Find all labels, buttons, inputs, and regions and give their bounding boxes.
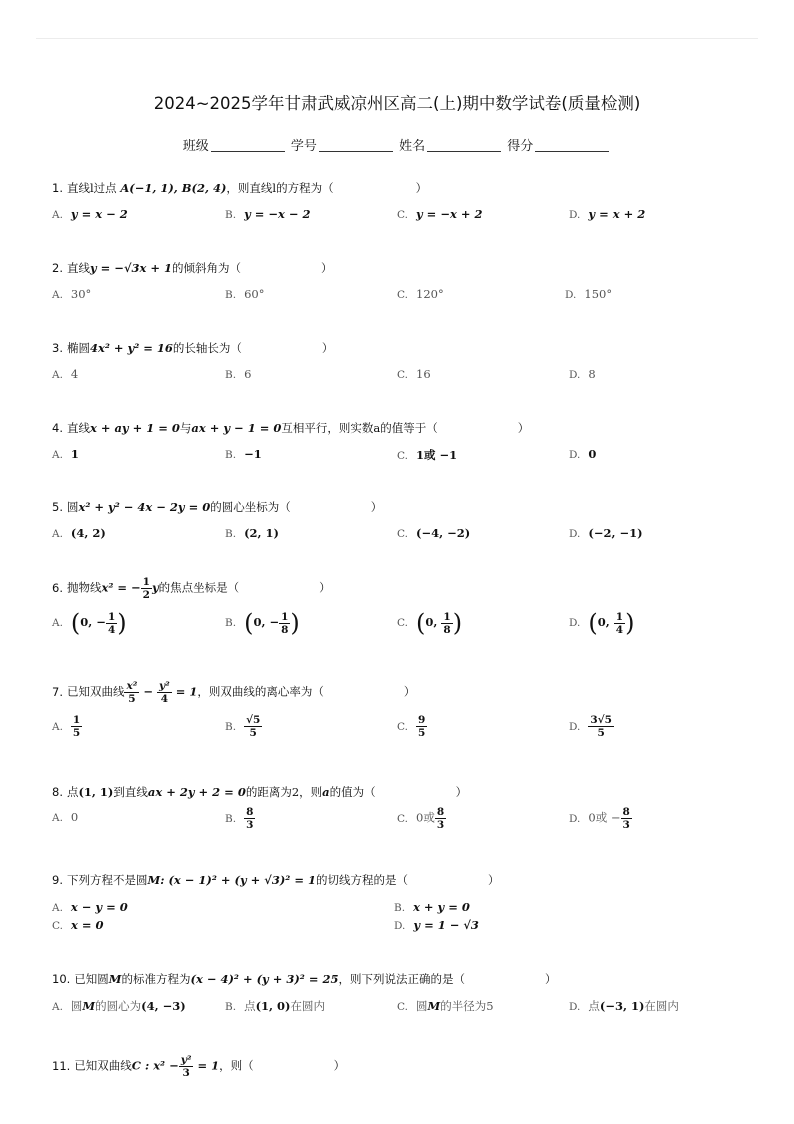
question-paren: ） xyxy=(545,972,557,986)
option-c[interactable]: C. x = 0 xyxy=(52,918,104,932)
option-c[interactable]: C. (0, $\frac{1}{8}$ ) xyxy=(397,609,463,637)
option-d[interactable]: D. (−2, −1) xyxy=(569,526,643,540)
option-c[interactable]: C. 1或 −1 xyxy=(397,448,458,462)
question-text: 点 xyxy=(66,785,79,799)
option-c[interactable]: C. 120° xyxy=(397,287,444,301)
question-number: 11. xyxy=(52,1058,71,1073)
class-label: 班级 xyxy=(182,139,209,154)
question-math: M: (x − 1)² + (y + √3)² = 1 xyxy=(147,873,316,887)
question-text: 直线 xyxy=(66,261,90,275)
option-c[interactable]: C. $\frac{9}{5}$ xyxy=(397,714,426,739)
question-text: 已知双曲线 xyxy=(66,684,125,699)
question-number: 1. xyxy=(52,181,63,195)
option-c[interactable]: C. 16 xyxy=(397,367,431,381)
question-text: 到直线 xyxy=(113,785,148,799)
question-4 xyxy=(52,420,529,436)
question-paren: ） xyxy=(321,261,333,275)
option-b[interactable]: B. 6 xyxy=(225,367,252,381)
question-text: ，则直线l的方程为（ xyxy=(226,181,334,195)
question-number: 8. xyxy=(52,785,63,799)
option-a[interactable]: A. 30° xyxy=(52,287,92,301)
question-8: 8. 点(1, 1)到直线ax + 2y + 2 = 0的距离为2，则a的值为（ ） xyxy=(52,785,468,799)
question-paren: ） xyxy=(370,500,383,514)
question-math: x + ay + 1 = 0 xyxy=(89,421,180,435)
option-a[interactable]: A. 0 xyxy=(52,810,79,824)
question-2 xyxy=(52,260,333,276)
option-d[interactable]: D. $\frac{3√5}{5}$ xyxy=(569,714,612,739)
option-c[interactable]: C. y = −x + 2 xyxy=(397,207,483,221)
question-text: ，则下列说法正确的是（ xyxy=(338,972,465,986)
option-a[interactable]: A. 圆M的圆心为(4, −3) xyxy=(52,999,186,1013)
question-number: 6. xyxy=(52,580,63,595)
option-b[interactable]: B. −1 xyxy=(225,447,262,461)
question-text: 圆 xyxy=(66,500,79,514)
name-label: 姓名 xyxy=(399,139,426,154)
question-text: 与 xyxy=(179,421,192,435)
question-paren: ） xyxy=(319,580,331,595)
question-text: 直线l过点 xyxy=(66,181,117,195)
option-b[interactable]: B. (2, 1) xyxy=(225,526,279,540)
score-blank[interactable] xyxy=(535,137,609,152)
question-text: ，则（ xyxy=(219,1058,254,1073)
option-a[interactable]: A. $\frac{1}{5}$ xyxy=(52,714,81,739)
option-b[interactable]: B. (0, − $\frac{1}{8}$ ) xyxy=(225,609,300,637)
option-a[interactable]: A. 1 xyxy=(52,447,79,461)
option-b[interactable]: B. 60° xyxy=(225,287,265,301)
question-math: x² + y² − 4x − 2y = 0 xyxy=(78,500,211,514)
question-paren: ） xyxy=(487,873,500,887)
question-math: (1, 1) xyxy=(78,785,114,799)
option-a[interactable]: A. (0, − $\frac{1}{4}$ ) xyxy=(52,609,127,637)
page-title: 2024~2025学年甘肃武威凉州区高二(上)期中数学试卷(质量检测) xyxy=(153,94,641,113)
option-d[interactable]: D. y = x + 2 xyxy=(569,207,646,221)
question-text: 的切线方程的是（ xyxy=(315,873,408,887)
name-blank[interactable] xyxy=(427,137,501,152)
option-b[interactable]: B. 点(1, 0)在圆内 xyxy=(225,999,325,1013)
option-b[interactable]: B. x + y = 0 xyxy=(394,900,470,914)
question-text: 已知圆 xyxy=(74,972,109,986)
question-math: M xyxy=(108,972,122,986)
question-fraction: $\frac{\text{y²}}{4}$ xyxy=(159,680,170,705)
option-b[interactable]: B. $\frac{8}{3}$ xyxy=(225,806,254,831)
question-3 xyxy=(52,340,333,356)
question-math: x² = − xyxy=(101,580,141,595)
option-d[interactable]: D. 0 xyxy=(569,447,597,461)
question-paren: ） xyxy=(415,181,428,195)
question-10 xyxy=(52,971,557,987)
question-number: 2. xyxy=(52,261,63,275)
question-text: 下列方程不是圆 xyxy=(66,873,148,887)
option-a[interactable]: A. y = x − 2 xyxy=(52,207,128,221)
question-paren: ） xyxy=(517,421,530,435)
class-blank[interactable] xyxy=(211,137,285,152)
question-paren: ） xyxy=(321,341,334,355)
question-text: 的倾斜角为（ xyxy=(172,261,242,275)
option-d[interactable]: D. y = 1 − √3 xyxy=(394,918,479,932)
question-number: 5. xyxy=(52,500,63,514)
option-d[interactable]: D. (0, $\frac{1}{4}$ ) xyxy=(569,609,635,637)
question-math: C : x² − xyxy=(131,1058,179,1073)
question-1 xyxy=(52,180,427,196)
question-7: 7. 已知双曲线 $\frac{\text{x²}}{5}$ − $\frac{\text{y²}}{4}$ = 1，则双曲线的离心率为（ ） xyxy=(52,680,416,705)
question-11: 11. 已知双曲线C : x² − $\frac{\text{y²}}{3}$ = 1，则（ ） xyxy=(52,1054,346,1079)
question-text: 已知双曲线 xyxy=(74,1058,132,1073)
option-d[interactable]: D. 150° xyxy=(565,287,613,301)
question-text: ，则双曲线的离心率为（ xyxy=(197,684,324,699)
question-math: (x − 4)² + (y + 3)² = 25 xyxy=(190,972,339,986)
question-number: 4. xyxy=(52,421,63,435)
question-text: 互相平行，则实数a的值等于（ xyxy=(281,421,438,435)
question-paren: ） xyxy=(333,1058,346,1073)
question-number: 9. xyxy=(52,873,63,887)
option-c[interactable]: C. 0或 $\frac{8}{3}$ xyxy=(397,806,445,831)
top-rule xyxy=(36,38,758,39)
question-math: y = −√3x + 1 xyxy=(89,261,173,275)
question-text: 直线 xyxy=(66,421,90,435)
score-label: 得分 xyxy=(507,139,534,154)
option-c[interactable]: C. 圆M的半径为5 xyxy=(397,999,494,1013)
question-6: 6. 抛物线x² = − $\frac{1}{2}$ y的焦点坐标是（ ） xyxy=(52,576,331,601)
option-d[interactable]: D. 0或 − $\frac{8}{3}$ xyxy=(569,806,630,831)
question-fraction: $\frac{1}{2}$ xyxy=(142,576,150,601)
question-text: 的标准方程为 xyxy=(121,972,191,986)
question-text: 的距离为2，则 xyxy=(245,785,323,799)
question-fraction: $\frac{\text{y²}}{3}$ xyxy=(180,1054,192,1079)
option-a[interactable]: A. x − y = 0 xyxy=(52,900,128,914)
option-a[interactable]: A. (4, 2) xyxy=(52,526,106,540)
option-b[interactable]: B. $\frac{√5}{5}$ xyxy=(225,714,261,739)
question-paren: ） xyxy=(455,785,468,799)
question-math: A(−1, 1), B(2, 4) xyxy=(120,181,227,195)
question-number: 3. xyxy=(52,341,63,355)
student-id-label: 学号 xyxy=(290,139,317,154)
student-id-blank[interactable] xyxy=(319,137,393,152)
question-text: 的焦点坐标是（ xyxy=(158,580,240,595)
question-text: 的值为（ xyxy=(329,785,376,799)
question-fraction: $\frac{\text{x²}}{5}$ xyxy=(126,680,138,705)
question-math: ax + y − 1 = 0 xyxy=(191,421,282,435)
question-9 xyxy=(52,872,499,888)
student-info-line xyxy=(0,135,794,154)
question-text: 抛物线 xyxy=(66,580,102,595)
option-d[interactable]: D. 8 xyxy=(569,367,596,381)
question-math: 4x² + y² = 16 xyxy=(89,341,173,355)
question-text: 的圆心坐标为（ xyxy=(210,500,291,514)
option-b[interactable]: B. y = −x − 2 xyxy=(225,207,311,221)
question-number: 10. xyxy=(52,972,71,986)
option-d[interactable]: D. 点(−3, 1)在圆内 xyxy=(569,999,679,1013)
question-text: 椭圆 xyxy=(66,341,90,355)
option-c[interactable]: C. (−4, −2) xyxy=(397,526,471,540)
option-a[interactable]: A. 4 xyxy=(52,367,79,381)
question-math: ax + 2y + 2 = 0 xyxy=(147,785,246,799)
question-number: 7. xyxy=(52,684,63,699)
question-5 xyxy=(52,499,382,515)
question-text: 的长轴长为（ xyxy=(172,341,242,355)
question-paren: ） xyxy=(403,684,416,699)
